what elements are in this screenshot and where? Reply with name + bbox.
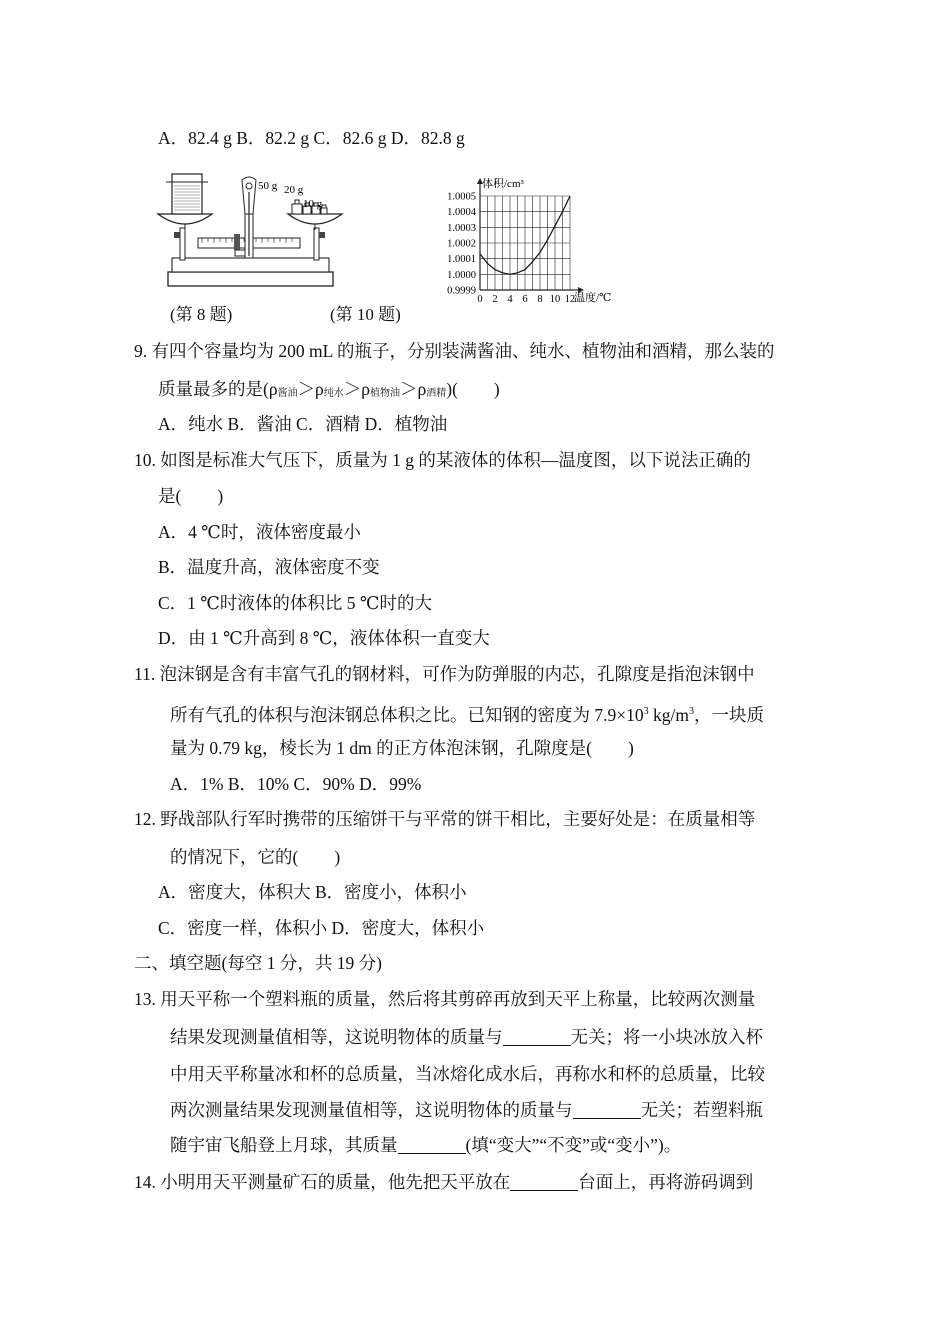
q9-options: A．纯水 B．酱油 C．酒精 D．植物油 (158, 414, 448, 434)
answer-blank[interactable] (510, 1174, 578, 1191)
q11-text: ，一块质 (693, 705, 764, 725)
q9-text: ) (493, 379, 500, 399)
chart-y-tick-label: 1.0003 (447, 222, 476, 234)
q13-text: 两次测量结果发现测量值相等，这说明物体的质量与 (170, 1100, 573, 1120)
q13-text: 随宇宙飞船登上月球，其质量 (170, 1135, 398, 1155)
q10-option-a: A．4 ℃时，液体密度最小 (158, 522, 361, 542)
q12-options-cd: C．密度一样，体积小 D．密度大，体积小 (158, 918, 485, 938)
q11-sup: 3 (688, 706, 694, 717)
q9-text: ＞ρ (400, 379, 427, 399)
chart-y-tick-label: 1.0002 (447, 238, 476, 250)
q10-option-b: B．温度升高，液体密度不变 (158, 557, 380, 577)
q9-line1: 9. 有四个容量均为 200 mL 的瓶子，分别装满酱油、纯水、植物油和酒精，那么装的 (134, 341, 775, 361)
weight-label-50g: 50 g (258, 180, 278, 192)
chart-x-tick-label: 10 (549, 294, 561, 305)
q13-line3: 中用天平称量冰和杯的总质量，当冰熔化成水后，再称水和杯的总质量，比较 (170, 1064, 765, 1084)
chart-x-tick-label: 4 (507, 294, 513, 305)
q12-options-ab: A．密度大，体积大 B．密度小，体积小 (158, 882, 467, 902)
q10-option-c: C．1 ℃时液体的体积比 5 ℃时的大 (158, 593, 432, 613)
q11-text: 量为 0.79 kg，棱长为 1 dm 的正方体泡沫钢，孔隙度是( (170, 738, 592, 758)
q9-sub-soy: 酱油 (277, 388, 298, 399)
q11-line2 (170, 700, 764, 727)
chart-y-tick-label: 0.9999 (447, 285, 476, 297)
q11-text: 所有气孔的体积与泡沫钢总体积之比。已知钢的密度为 7.9×10 (170, 705, 644, 725)
q14-line1 (134, 1170, 753, 1194)
chart-y-tick-label: 1.0000 (447, 269, 476, 281)
q12-text: 的情况下，它的( (170, 847, 299, 867)
q10-line2 (158, 484, 223, 508)
answer-blank[interactable] (573, 1102, 641, 1119)
figure-8-caption: (第 8 题) (170, 305, 233, 324)
chart-x-tick-label: 2 (492, 294, 498, 305)
q9-sub-oil: 植物油 (370, 388, 401, 399)
q9-line2 (158, 377, 500, 406)
chart-x-tick-label: 0 (477, 294, 483, 305)
chart-y-tick-label: 1.0001 (447, 254, 476, 266)
weight-label-20g: 20 g (284, 184, 304, 196)
q11-options: A．1% B．10% C．90% D．99% (170, 774, 422, 794)
balance-figure (150, 168, 350, 298)
chart-x-tick-label: 12 (564, 294, 576, 305)
chart-x-axis-label: 温度/℃ (574, 292, 612, 304)
q9-text: )( (446, 379, 458, 399)
section-title: 二、填空题(每空 1 分，共 19 分) (134, 953, 382, 973)
q9-text: ＞ρ (297, 379, 324, 399)
q12-line2 (170, 845, 340, 869)
q12-line1: 12. 野战部队行军时携带的压缩饼干与平常的饼干相比，主要好处是：在质量相等 (134, 809, 756, 829)
q14-text: 台面上，再将游码调到 (578, 1172, 754, 1192)
q9-text: 质量最多的是(ρ (158, 379, 278, 399)
q9-sub-water: 纯水 (323, 388, 344, 399)
weight-label-10g: 10 g (303, 198, 323, 210)
q13-text: (填“变大”“不变”或“变小”)。 (465, 1135, 682, 1155)
chart-x-tick-label: 8 (537, 294, 543, 305)
q9-text: ＞ρ (343, 379, 371, 399)
q11-sup: 3 (643, 706, 649, 717)
q13-line4 (170, 1098, 763, 1122)
q13-line5 (170, 1133, 681, 1157)
answer-blank[interactable] (398, 1137, 466, 1154)
q10-text: 是( (158, 486, 182, 506)
chart-y-axis-label: 体积/cm³ (482, 178, 524, 190)
chart-y-tick-label: 1.0005 (447, 191, 476, 203)
q13-text: 结果发现测量值相等，这说明物体的质量与 (170, 1027, 503, 1047)
chart-y-tick-label: 1.0004 (447, 207, 476, 219)
q12-text: ) (334, 847, 341, 867)
q10-text: ) (217, 486, 224, 506)
q9-sub-alcohol: 酒精 (426, 388, 447, 399)
chart-x-tick-label: 6 (522, 294, 528, 305)
volume-temperature-chart (432, 172, 632, 308)
q10-option-d: D．由 1 ℃升高到 8 ℃，液体体积一直变大 (158, 628, 490, 648)
q13-line2 (170, 1025, 763, 1049)
q13-text: 无关；若塑料瓶 (640, 1100, 763, 1120)
q10-line1: 10. 如图是标准大气压下，质量为 1 g 的某液体的体积—温度图，以下说法正确的 (134, 450, 751, 470)
q8-options: A．82.4 g B．82.2 g C．82.6 g D．82.8 g (158, 128, 465, 148)
q14-text: 14. 小明用天平测量矿石的质量，他先把天平放在 (134, 1172, 511, 1192)
q11-line1: 11. 泡沫钢是含有丰富气孔的钢材料，可作为防弹服的内芯，孔隙度是指泡沫钢中 (134, 664, 755, 684)
q11-text: kg/m (648, 705, 689, 725)
q11-line3 (170, 736, 634, 760)
q13-text: 无关；将一小块冰放入杯 (570, 1027, 763, 1047)
answer-blank[interactable] (503, 1029, 571, 1046)
figure-10-caption: (第 10 题) (330, 305, 401, 324)
q13-line1: 13. 用天平称一个塑料瓶的质量，然后将其剪碎再放到天平上称量，比较两次测量 (134, 989, 756, 1009)
q11-text: ) (627, 738, 634, 758)
